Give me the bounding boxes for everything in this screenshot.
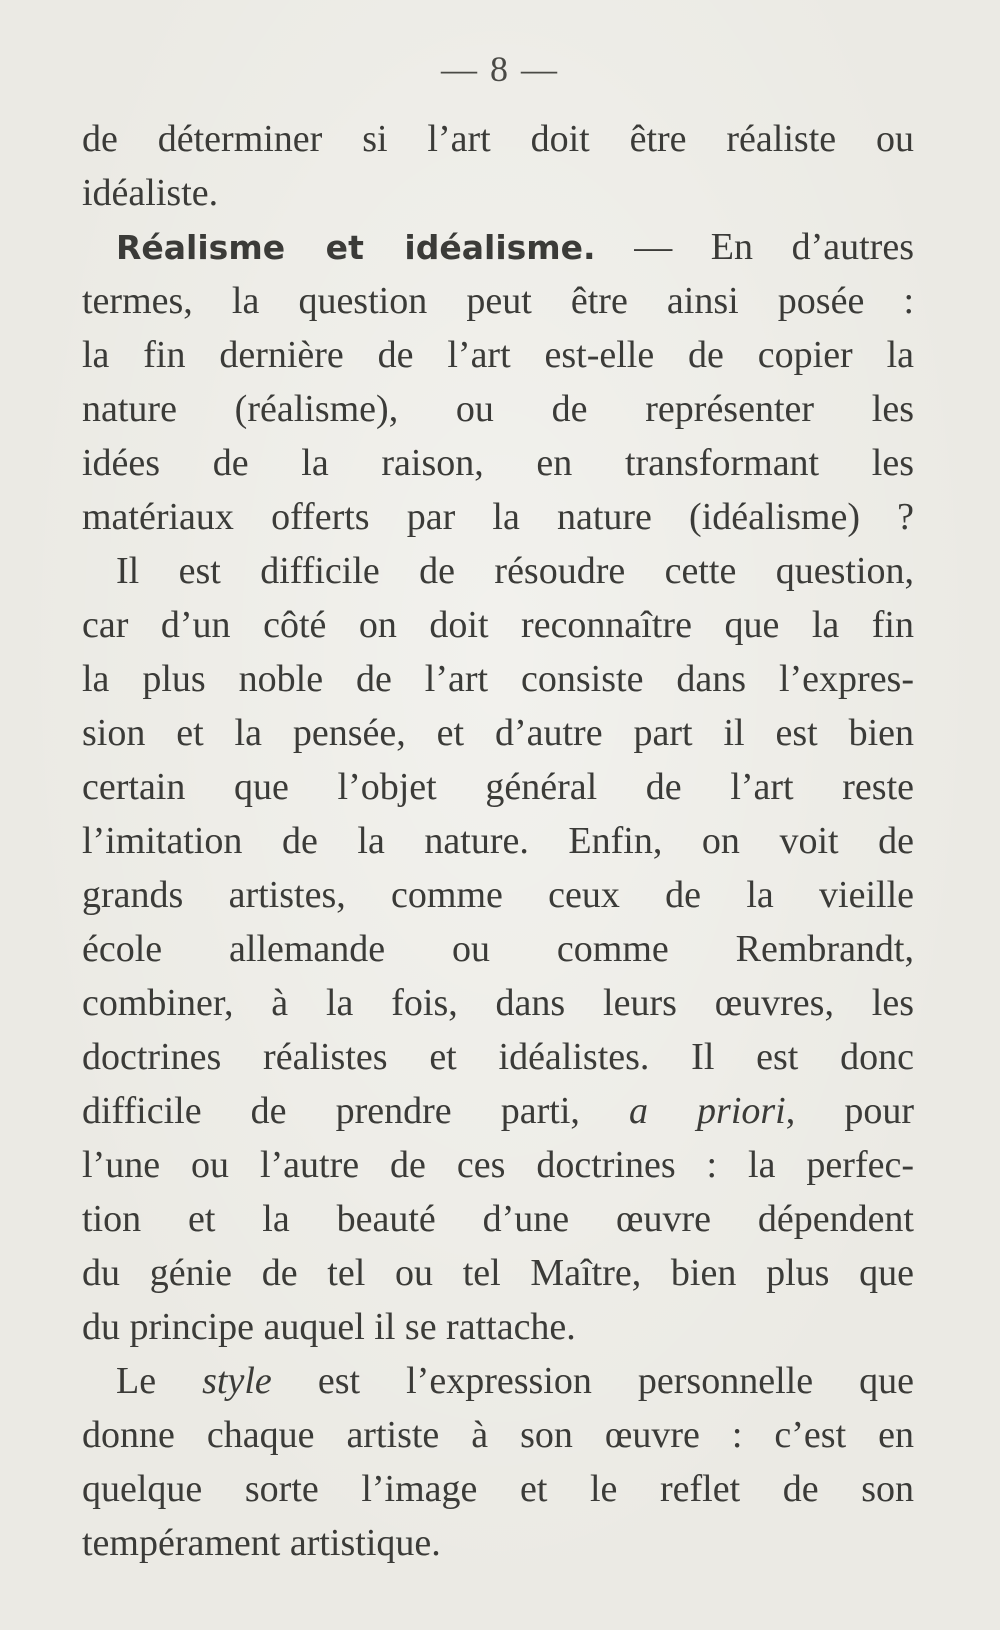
text-line: combiner, à la fois, dans leurs œuvres, les [82, 982, 914, 1024]
text-segment: difficile de prendre parti, [82, 1090, 629, 1132]
text-line: la plus noble de l’art consiste dans l’expres- [82, 658, 914, 700]
italic-phrase: a priori [628, 1090, 786, 1132]
text-line: doctrines réalistes et idéalistes. Il est donc [82, 1036, 914, 1078]
text-line: idéaliste. [82, 172, 219, 214]
text-segment: est l’expression personnelle que [271, 1360, 914, 1402]
text-line: car d’un côté on doit reconnaître que la fin [82, 604, 914, 646]
page-number: — 8 — [441, 49, 559, 89]
text-line: grands artistes, comme ceux de la vieille [82, 874, 914, 916]
page-body [82, 112, 914, 1570]
text-line: idées de la raison, en transformant les [82, 442, 914, 484]
text-line [82, 1084, 914, 1138]
text-line: matériaux offerts par la nature (idéalisme) ? [82, 496, 914, 538]
text-line: du génie de tel ou tel Maître, bien plus que [82, 1252, 914, 1294]
text-line: l’une ou l’autre de ces doctrines : la perfec- [82, 1144, 914, 1186]
text-line: sion et la pensée, et d’autre part il est bien [82, 712, 914, 754]
text-line: nature (réalisme), ou de représenter les [82, 388, 914, 430]
text-line: donne chaque artiste à son œuvre : c’est en [82, 1414, 914, 1456]
text-line: quelque sorte l’image et le reflet de son [82, 1468, 914, 1510]
text-line: termes, la question peut être ainsi posée : [82, 280, 914, 322]
italic-word: style [202, 1360, 272, 1402]
text-line: certain que l’objet général de l’art reste [82, 766, 914, 808]
text-line: l’imitation de la nature. Enfin, on voit de [82, 820, 914, 862]
text-line: tempérament artistique. [82, 1522, 441, 1564]
section-heading-continuation: — En d’autres [595, 226, 914, 268]
text-line: de déterminer si l’art doit être réaliste ou [82, 118, 914, 160]
text-segment: Le [116, 1360, 203, 1402]
text-line: Il est difficile de résoudre cette question, [116, 550, 914, 592]
text-segment: , pour [785, 1090, 914, 1132]
text-line: du principe auquel il se rattache. [82, 1306, 576, 1348]
text-line: la fin dernière de l’art est-elle de copier la [82, 334, 914, 376]
text-line [82, 1354, 914, 1408]
section-heading-line [82, 220, 914, 274]
text-line: école allemande ou comme Rembrandt, [82, 928, 914, 970]
section-heading: Réalisme et idéalisme. [116, 228, 596, 267]
text-line: tion et la beauté d’une œuvre dépendent [82, 1198, 914, 1240]
